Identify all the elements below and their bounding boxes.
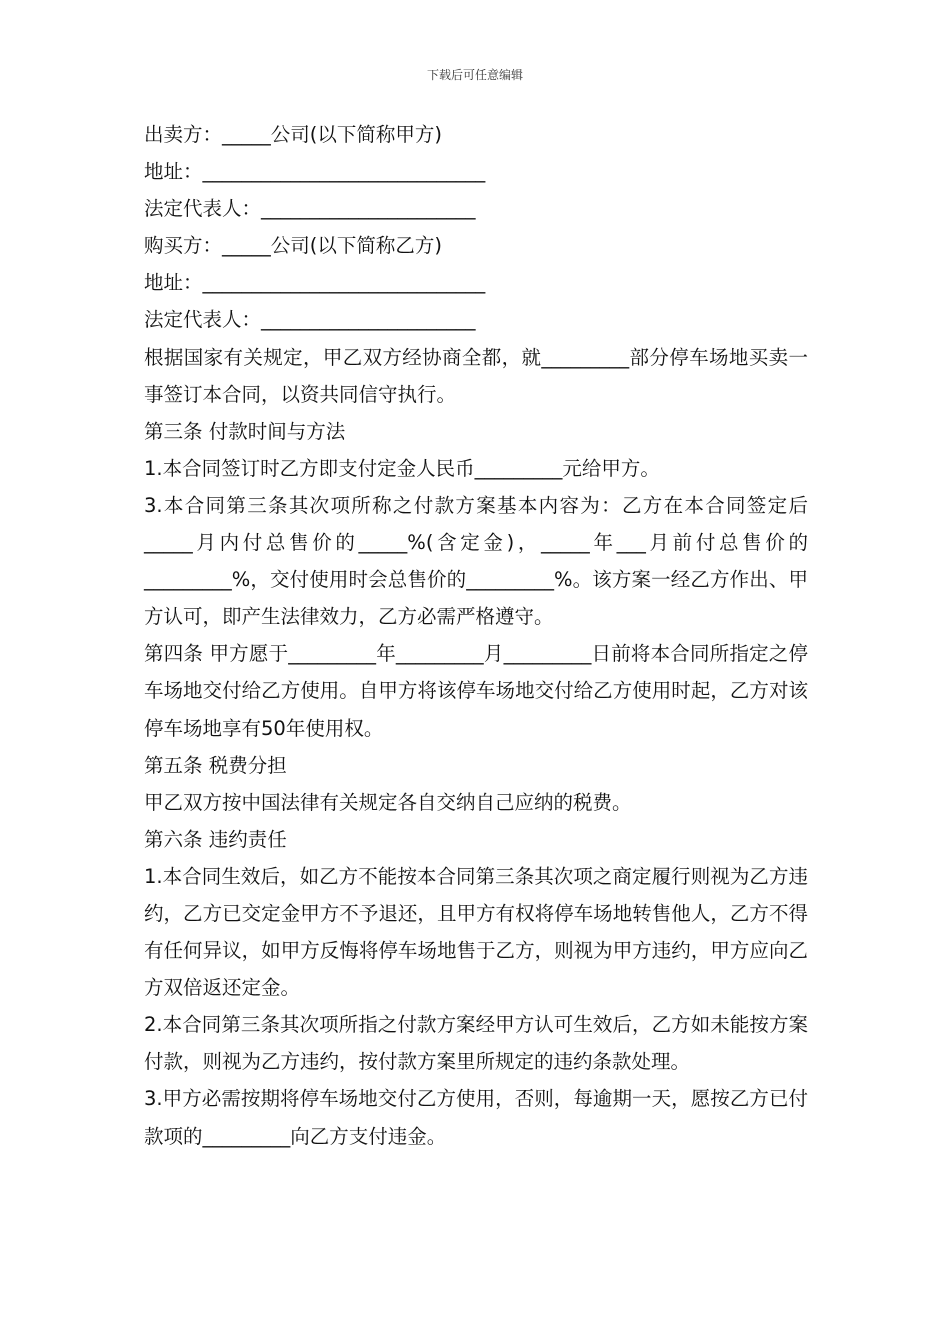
article-5-heading: 第五条 税费分担 [144, 753, 287, 777]
buyer-representative-line: 法定代表人：______________________ [144, 308, 476, 332]
seller-line: 出卖方：_____公司(以下简称甲方) [144, 123, 442, 146]
article-5-paragraph: 甲乙双方按中国法律有关规定各自交纳自己应纳的税费。 [144, 790, 632, 814]
article-3-clause-3: 3.本合同第三条其次项所称之付款方案基本内容为：乙方在本合同签定后_____月内付总售价的_____%(含定金)，_____年___月前付总售价的_________%，交付使用时会总售价的_________%。该方案一经乙方作出、甲方认可，即产生法律效力，乙方必需严格遵守。 [144, 493, 808, 629]
buyer-address-line: 地址：_____________________________ [144, 271, 486, 295]
article-6-clause-1: 1.本合同生效后，如乙方不能按本合同第三条其次项之商定履行则视为乙方违约，乙方已交定金甲方不予退还，且甲方有权将停车场地转售他人，乙方不得有任何异议，如甲方反悔将停车场地售于乙方，则视为甲方违约，甲方应向乙方双倍返还定金。 [144, 864, 808, 1000]
article-6-clause-3: 3.甲方必需按期将停车场地交付乙方使用，否则，每逾期一天，愿按乙方已付款项的_________向乙方支付违金。 [144, 1087, 808, 1148]
article-4-paragraph: 第四条 甲方愿于_________年_________月_________日前将本合同所指定之停车场地交付给乙方使用。自甲方将该停车场地交付给乙方使用时起，乙方对该停车场地享有50年使用权。 [144, 642, 808, 740]
article-6-heading: 第六条 违约责任 [144, 827, 287, 851]
buyer-line: 购买方：_____公司(以下简称乙方) [144, 234, 442, 258]
article-6-clause-2: 2.本合同第三条其次项所指之付款方案经甲方认可生效后，乙方如未能按方案付款，则视为乙方违约，按付款方案里所规定的违约条款处理。 [144, 1013, 808, 1074]
preamble-paragraph: 根据国家有关规定，甲乙双方经协商全都，就_________部分停车场地买卖一事签订本合同，以资共同信守执行。 [144, 345, 808, 406]
article-3-heading: 第三条 付款时间与方法 [144, 419, 346, 443]
page-header: 下载后可任意编辑 [426, 68, 523, 82]
document-body [144, 116, 808, 1155]
seller-address-line: 地址：_____________________________ [144, 160, 486, 184]
article-3-clause-1: 1.本合同签订时乙方即支付定金人民币_________元给甲方。 [144, 456, 660, 480]
seller-representative-line: 法定代表人：______________________ [144, 197, 476, 221]
